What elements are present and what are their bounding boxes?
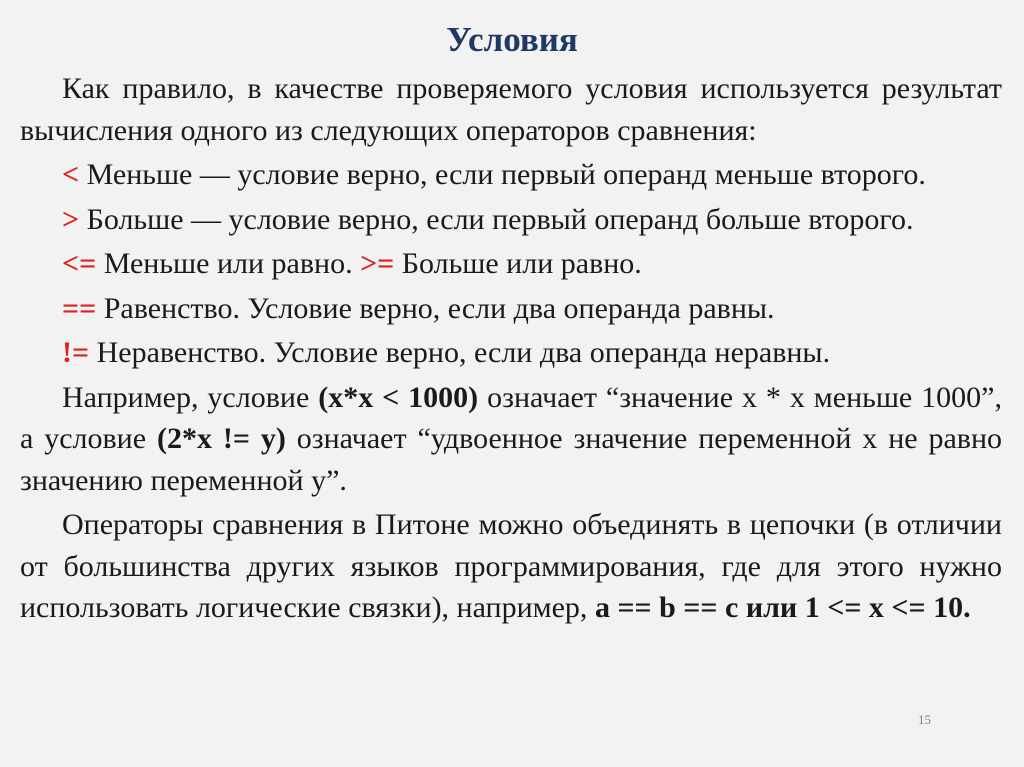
less-than-operator: < [62,158,80,191]
greater-than-description: Больше — условие верно, если первый операнд больше второго. [79,202,914,236]
greater-than-operator: > [62,202,80,236]
less-than-description: Меньше — условие верно, если первый операнд меньше второго. [79,158,926,191]
inequality-operator: != [62,336,90,369]
equality-operator: == [62,291,97,325]
page-number: 15 [918,712,931,727]
slide-title: Условия [446,20,578,59]
slide-body [20,68,1002,632]
chain-code: a == b == c или 1 <= x <= 10. [594,591,971,624]
example-text-3: означает “удвоенное значение переменной x не равно значению переменной y”. [20,422,1003,497]
greater-equal-description: Больше или равно. [394,247,642,280]
greater-than-item [20,199,1002,241]
example-text-2: означает “значение x * x меньше 1000”, а условие [20,380,1002,455]
example-code-2: (2*x != y) [156,422,286,455]
le-ge-item [20,243,1002,285]
less-equal-description: Меньше или равно. [96,247,361,280]
greater-equal-operator: >= [360,247,395,280]
chain-paragraph [20,504,1002,629]
less-equal-operator: <= [62,247,97,280]
inequality-item [20,332,1002,374]
example-code-1: (x*x < 1000) [318,380,479,414]
chain-text: Операторы сравнения в Питоне можно объединять в цепочки (в отличии от большинства других языков программирования, где для этого нужно использовать логические связки), например, [20,508,1002,624]
inequality-description: Неравенство. Условие верно, если два операнда неравны. [89,336,831,369]
equality-item [20,288,1002,330]
example-paragraph [20,377,1002,502]
example-text-1: Например, условие [62,380,319,414]
equality-description: Равенство. Условие верно, если два операнда равны. [96,291,775,325]
intro-paragraph: Как правило, в качестве проверяемого условия используется результат вычисления одного из следующих операторов сравнения: [20,72,1002,147]
less-than-item [20,154,1002,196]
